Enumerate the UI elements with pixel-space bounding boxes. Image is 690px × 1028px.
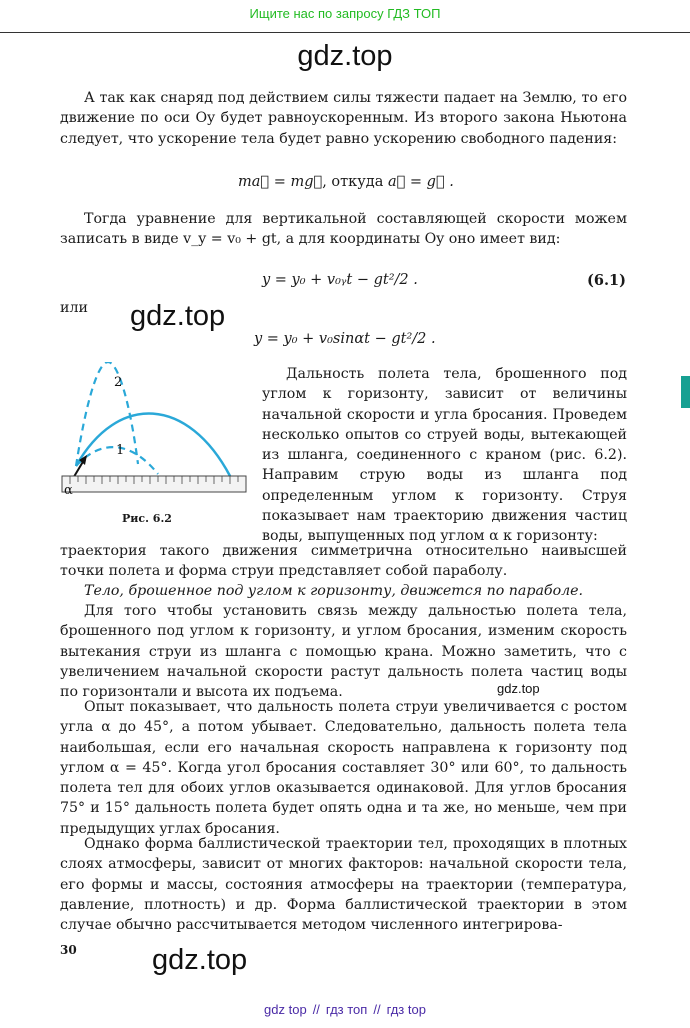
equation-2: y = y₀ + v₀ᵧt − gt²/2 . xyxy=(262,272,418,288)
header-divider xyxy=(0,32,690,33)
equation-3: y = y₀ + v₀sinαt − gt²/2 . xyxy=(254,331,436,347)
paragraph-5: Опыт показывает, что дальность полета струи увеличивается с ростом угла α до 45°, а потом убывает. Следовательно, дальность полета тела наибольшая, если его начальная скорость направлена к горизонту под углом α = 45°. Когда угол бросания составляет 30° или 60°, то дальность полета тел для обоих углов оказывается одинаковой. Для углов бросания 75° и 15° дальность полета будет опять одна и та же, но меньше, чем при предыдущих углах бросания. xyxy=(60,699,627,837)
figure-angle-label: α xyxy=(64,483,73,498)
footer-link-2[interactable]: гдз топ xyxy=(325,1002,368,1017)
search-hint-link[interactable]: Ищите нас по запросу ГДЗ ТОП xyxy=(249,6,441,21)
footer-separator: // xyxy=(312,1002,320,1017)
paragraph-3-continued: траектория такого движения симметрична относительно наивысшей точки полета и форма струи представляет собой параболу. xyxy=(60,543,627,580)
watermark-small: gdz.top xyxy=(497,681,540,696)
equation-number: (6.1) xyxy=(587,272,626,289)
equation-1-mid: , откуда xyxy=(322,174,384,190)
footer-link-1[interactable]: gdz top xyxy=(264,1002,307,1017)
equation-1-left: ma⃗ = mg⃗ xyxy=(238,174,323,190)
or-word: или xyxy=(60,300,88,316)
figure-trajectories xyxy=(58,362,248,502)
figure-caption: Рис. 6.2 xyxy=(122,512,172,525)
ruler-bar xyxy=(62,476,246,492)
paragraph-2: Тогда уравнение для вертикальной составляющей скорости можем записать в виде v_y = v₀ + gt, а для координаты Oy оно имеет вид: xyxy=(60,211,627,248)
footer-link-3[interactable]: гдз top xyxy=(386,1002,426,1017)
paragraph-4: Для того чтобы установить связь между дальностью полета тела, брошенного под углом к горизонту, и углом бросания, изменим скорость вытекания струи из шланга с помощью крана. Можно заметить, что с увеличением начальной скорости растут дальность полета частиц воды по горизонтали и высота их подъема. xyxy=(60,603,627,701)
side-bookmark-tab[interactable] xyxy=(681,376,690,408)
paragraph-6: Однако форма баллистической траектории тел, проходящих в плотных слоях атмосферы, зависит от многих факторов: начальной скорости тела, его формы и массы, состояния атмосферы на траектории (температура, давление, плотность) и др. Форма баллистической траектории в этом случае обычно рассчитывается методом численного интегрирова- xyxy=(60,836,627,934)
page-number: 30 xyxy=(60,943,77,957)
watermark-mid: gdz.top xyxy=(130,300,226,332)
equation-1 xyxy=(238,174,454,190)
watermark-title: gdz.top xyxy=(297,40,393,72)
footer-links xyxy=(0,1002,690,1017)
figure-label-2: 2 xyxy=(114,375,123,390)
footer-separator: // xyxy=(373,1002,381,1017)
paragraph-3-wrapped: Дальность полета тела, брошенного под углом к горизонту, зависит от величины начальной скорости и угла бросания. Проведем несколько опытов со струей воды, вытекающей из шланга, соединенного с краном (рис. 6.2). Направим струю воды из шланга под определенным углом к горизонту. Струя показывает нам траекторию движения частиц воды, выпущенных под углом α к горизонту: xyxy=(262,366,627,545)
figure-label-1: 1 xyxy=(116,443,125,458)
paragraph-1: А так как снаряд под действием силы тяжести падает на Землю, то его движение по оси Oy будет равноускоренным. Из второго закона Ньютона следует, что ускорение тела будет равно ускорению свободного падения: xyxy=(60,90,627,147)
rule-statement: Тело, брошенное под углом к горизонту, движется по параболе. xyxy=(84,583,584,599)
equation-1-right: a⃗ = g⃗ . xyxy=(387,174,454,190)
watermark-bottom: gdz.top xyxy=(152,944,248,976)
